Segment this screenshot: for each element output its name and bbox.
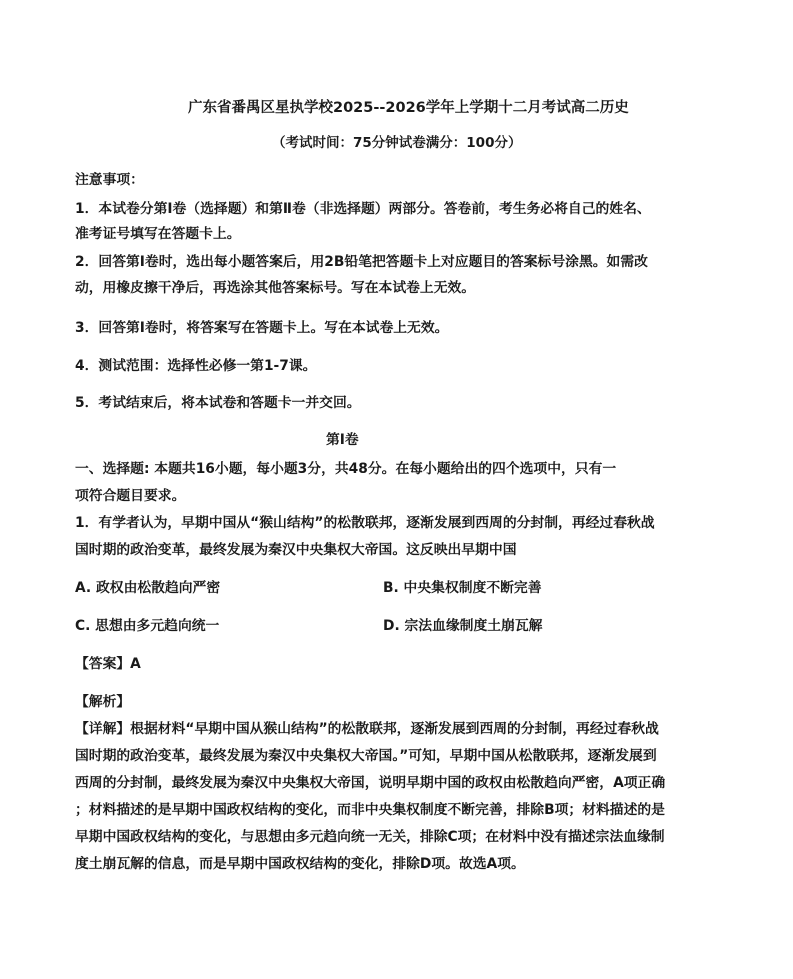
detail-line-1: 【详解】根据材料“早期中国从猴山结构”的松散联邦，逐渐发展到西周的分封制，再经过春秋战: [75, 721, 659, 737]
notice-item-2-line-2: 动，用橡皮擦干净后，再选涂其他答案标号。写在本试卷上无效。: [75, 280, 476, 296]
notice-item-1-line-1: 1．本试卷分第Ⅰ卷（选择题）和第Ⅱ卷（非选择题）两部分。答卷前，考生务必将自己的姓名、: [75, 201, 651, 217]
option-a: A. 政权由松散趋向严密: [75, 580, 221, 596]
notice-item-4: 4．测试范围：选择性必修一第1-7课。: [75, 358, 317, 374]
option-d: D. 宗法血缘制度土崩瓦解: [383, 618, 543, 634]
detail-line-6: 度土崩瓦解的信息，而是早期中国政权结构的变化，排除D项。故选A项。: [75, 856, 525, 872]
detail-line-2: 国时期的政治变革，最终发展为秦汉中央集权大帝国。”可知，早期中国从松散联邦，逐渐发展到: [75, 748, 657, 764]
answer-label: 【答案】A: [75, 656, 141, 672]
analysis-label: 【解析】: [75, 694, 131, 710]
notice-item-1-line-2: 准考证号填写在答题卡上。: [75, 226, 241, 242]
option-c: C. 思想由多元趋向统一: [75, 618, 220, 634]
notice-item-2-line-1: 2．回答第Ⅰ卷时，选出每小题答案后，用2B铅笔把答题卡上对应题目的答案标号涂黑。如需改: [75, 254, 648, 270]
notice-item-3: 3．回答第Ⅰ卷时，将答案写在答题卡上。写在本试卷上无效。: [75, 320, 449, 336]
exam-subtitle: （考试时间：75分钟试卷满分：100分）: [272, 135, 522, 151]
section-intro-line-1: 一、选择题: 本题共16小题，每小题3分，共48分。在每小题给出的四个选项中，只有一: [75, 461, 617, 477]
section-title: 第Ⅰ卷: [326, 432, 359, 448]
question-stem-line-1: 1．有学者认为，早期中国从“猴山结构”的松散联邦，逐渐发展到西周的分封制，再经过春秋战: [75, 515, 655, 531]
notice-item-5: 5．考试结束后，将本试卷和答题卡一并交回。: [75, 395, 361, 411]
question-stem-line-2: 国时期的政治变革，最终发展为秦汉中央集权大帝国。这反映出早期中国: [75, 542, 517, 558]
detail-line-3: 西周的分封制，最终发展为秦汉中央集权大帝国，说明早期中国的政权由松散趋向严密，A项正确: [75, 775, 666, 791]
exam-title: 广东省番禺区星执学校2025--2026学年上学期十二月考试高二历史: [188, 100, 629, 116]
notice-heading: 注意事项：: [75, 172, 144, 188]
option-b: B. 中央集权制度不断完善: [383, 580, 542, 596]
section-intro-line-2: 项符合题目要求。: [75, 488, 186, 504]
detail-line-5: 早期中国政权结构的变化，与思想由多元趋向统一无关，排除C项；在材料中没有描述宗法血缘制: [75, 829, 665, 845]
detail-line-4: ；材料描述的是早期中国政权结构的变化，而非中央集权制度不断完善，排除B项；材料描述的是: [75, 802, 665, 818]
